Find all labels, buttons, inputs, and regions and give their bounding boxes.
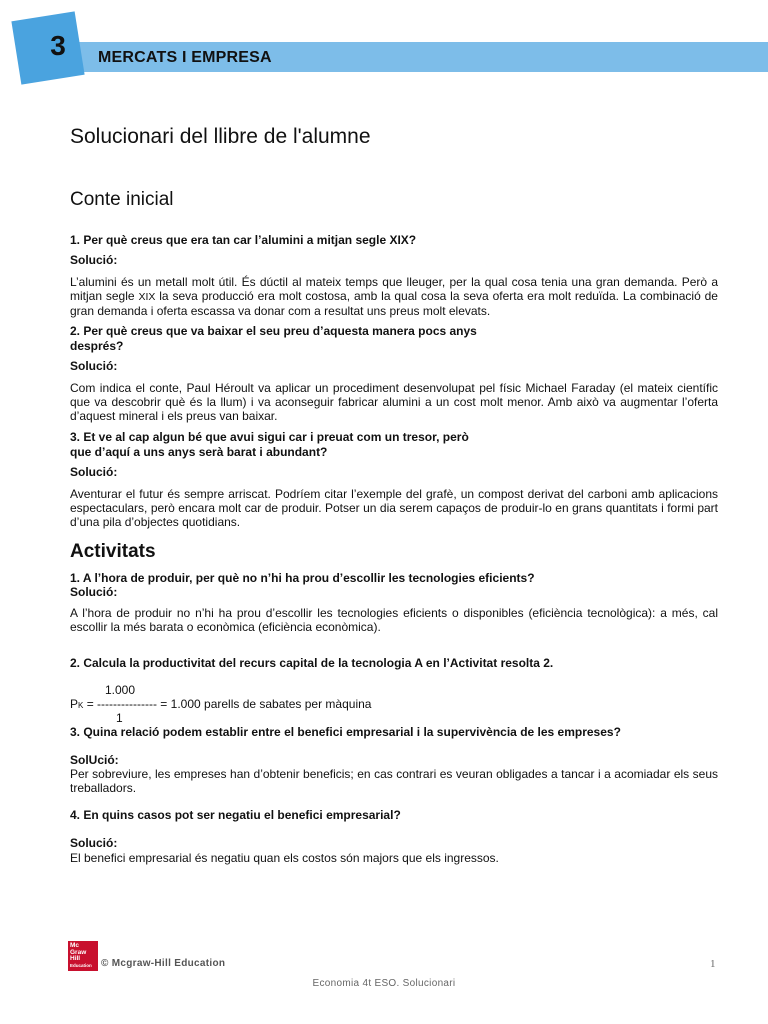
solution-label: Solució: bbox=[70, 253, 118, 267]
solution-label: Solució: bbox=[70, 359, 118, 373]
formula-denominator: 1 bbox=[116, 711, 123, 725]
activity-answer-1: A l’hora de produir no n’hi ha prou d’escollir les tecnologies eficients o disponibles (eficiència tecnològica): a més, cal escollir la més barata o econòmica (eficiència econòmica). bbox=[70, 606, 718, 634]
activity-question-2: 2. Calcula la productivitat del recurs capital de la tecnologia A en l’Activitat resolta 2. bbox=[70, 656, 554, 670]
solution-label: Solució: bbox=[70, 836, 118, 850]
answer-3: Aventurar el futur és sempre arriscat. Podríem citar l’exemple del grafè, un compost derivat del carboni amb aplicacions espectaculars, però encara molt car de produir. Potser un dia serem capaços de produir-lo en grans quantitats i formi part d’una pila d’objectes quotidians. bbox=[70, 487, 718, 529]
section-title-activitats: Activitats bbox=[70, 541, 156, 562]
copyright: © Mcgraw-Hill Education bbox=[101, 958, 226, 969]
activity-question-1: 1. A l’hora de produir, per què no n’hi ha prou d’escollir les tecnologies eficients? bbox=[70, 571, 535, 585]
solution-label: Solució: bbox=[70, 465, 118, 479]
question-1: 1. Per què creus que era tan car l’alumini a mitjan segle XIX? bbox=[70, 233, 417, 247]
section-title-conte-inicial: Conte inicial bbox=[70, 189, 174, 210]
chapter-number: 3 bbox=[50, 30, 66, 61]
solution-label: SolUció: bbox=[70, 753, 119, 767]
page-title: Solucionari del llibre de l'alumne bbox=[70, 125, 371, 148]
chapter-title: MERCATS I EMPRESA bbox=[98, 49, 272, 66]
activity-answer-3: Per sobreviure, les empreses han d’obtenir beneficis; en cas contrari es veuran obligades a tancar i a acomiadar els seus treballadors. bbox=[70, 767, 718, 795]
activity-question-3: 3. Quina relació podem establir entre el benefici empresarial i la supervivència de les empreses? bbox=[70, 725, 621, 739]
question-3: 3. Et ve al cap algun bé que avui sigui car i preuat com un tresor, però que d’aquí a uns anys serà barat i abundant? bbox=[70, 430, 469, 459]
solution-label: Solució: bbox=[70, 585, 118, 599]
answer-2: Com indica el conte, Paul Héroult va aplicar un procediment desenvolupat pel físic Michael Faraday (el mateix científic que va descobrir què és la llum) i va aconseguir fabricar alumini a un cost molt menor. Amb això va augmentar l’oferta d’aquest mineral i els preus van baixar. bbox=[70, 381, 718, 423]
question-2: 2. Per què creus que va baixar el seu preu d’aquesta manera pocs anys després? bbox=[70, 324, 477, 353]
activity-question-4: 4. En quins casos pot ser negatiu el benefici empresarial? bbox=[70, 808, 401, 822]
formula-line: PK = --------------- = 1.000 parells de sabates per màquina bbox=[70, 697, 372, 711]
century-numeral: XIX bbox=[138, 291, 156, 303]
formula-numerator: 1.000 bbox=[105, 683, 136, 697]
page-number: 1 bbox=[710, 958, 716, 970]
footer-caption: Economia 4t ESO. Solucionari bbox=[312, 978, 456, 989]
answer-1: L’alumini és un metall molt útil. És dúctil al mateix temps que lleuger, per la qual cosa tenia una gran demanda. Però a mitjan segle XIX la seva producció era molt costosa, amb la qual cosa la seva oferta era molt reduïda. La combinació de gran demanda i oferta escassa va donar com a resultat uns preus molt elevats. bbox=[70, 275, 718, 318]
mcgraw-hill-logo: Mc Graw Hill Education bbox=[68, 941, 98, 971]
activity-answer-4: El benefici empresarial és negatiu quan els costos són majors que els ingressos. bbox=[70, 851, 499, 865]
